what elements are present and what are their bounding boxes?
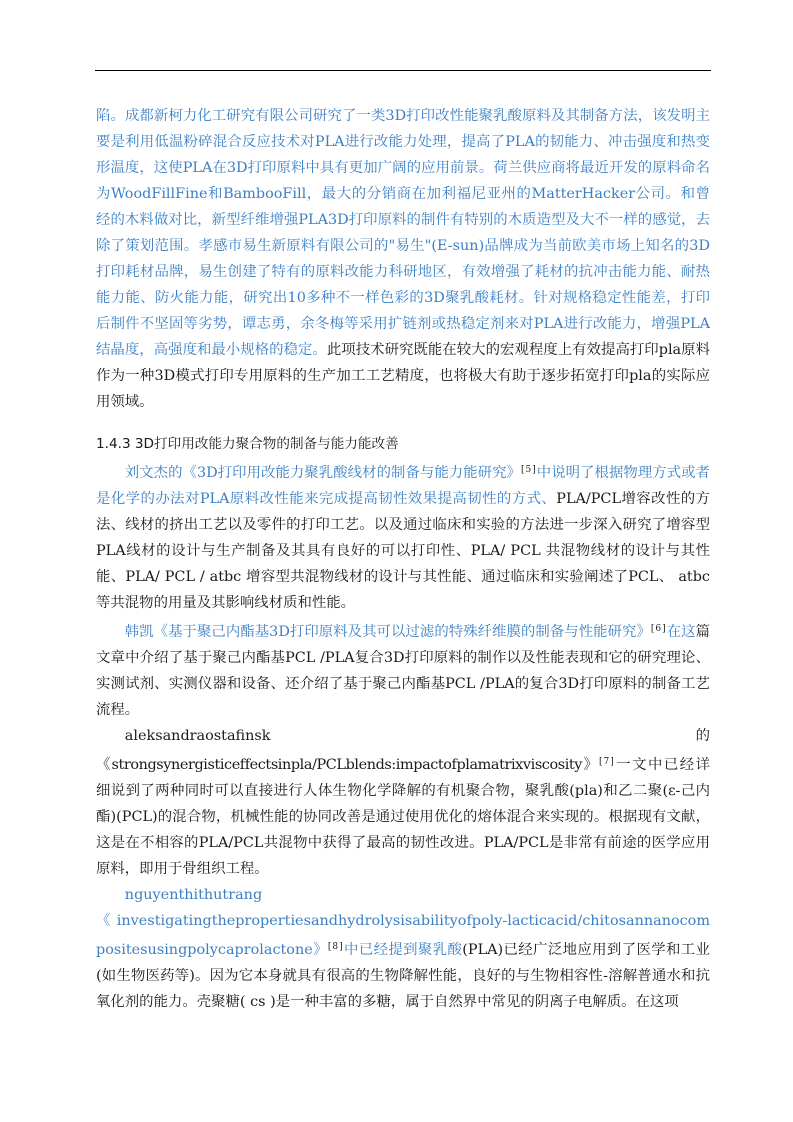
paragraph-5-title: 《 investigatingthepropertiesandhydrolysisabilityofpoly-lacticacid/chitosannanocompositesusingpolycaprolactone》 — [96, 913, 710, 958]
citation-7: [7] — [598, 757, 615, 767]
citation-8: [8] — [327, 942, 344, 952]
document-body — [96, 103, 710, 1015]
paragraph-4-first-line — [96, 723, 710, 749]
paragraph-1 — [96, 103, 710, 415]
paragraph-4-de: 的 — [695, 728, 710, 744]
paragraph-4 — [96, 749, 710, 882]
paragraph-5-author: nguyenthithutrang — [124, 887, 263, 903]
paragraph-3-blue-text-2: 在这 — [666, 624, 696, 640]
paragraph-2-blue-text: 刘文杰的《3D打印用改能力聚乳酸线材的制备与能力能研究》 — [124, 465, 521, 481]
paragraph-4-black-text: 一文中已经详细说到了两种同时可以直接进行人体生物化学降解的有机聚合物，聚乳酸(pla)和乙二聚(ε-己内酯)(PCL)的混合物，机械性能的协同改善是通过使用优化的熔体混合来实现的。根据现有文献，这是在不相容的PLA/PCL共混物中获得了最高的韧性改进。PLA/PCL是非常有前途的医学应用原料，即用于骨组织工程。 — [96, 757, 710, 877]
citation-6: [6] — [650, 624, 667, 634]
paragraph-2-blue-text-2: 中说明了根据物理方式或者是化学的办法对PLA原料改性能来完成提高韧性效果提高韧性的方式、 — [96, 465, 710, 507]
paragraph-1-blue-text: 陷。成都新柯力化工研究有限公司研究了一类3D打印改性能聚乳酸原料及其制备方法，该发明主要是利用低温粉碎混合反应技术对PLA进行改能力处理，提高了PLA的韧能力、冲击强度和热变形温度，这使PLA在3D打印原料中具有更加广阔的应用前景。荷兰供应商将最近开发的原料命名为WoodFillFine和BambooFill，最大的分销商在加利福尼亚州的MatterHacker公司。和曾经的木料做对比，新型纤维增强PLA3D打印原料的制件有特别的木质造型及大不一样的感觉，去除了策划范围。孝感市易生新原料有限公司的"易生"(E-sun)品牌成为当前欧美市场上知名的3D打印耗材品牌，易生创建了特有的原料改能力科研地区，有效增强了耗材的抗冲击能力能、耐热能力能、防火能力能，研究出10多种不一样色彩的3D聚乳酸耗材。针对规格稳定性能差，打印后制件不坚固等劣势，谭志勇，余冬梅等采用扩链剂或热稳定剂来对PLA进行改能力，增强PLA结晶度，高强度和最小规格的稳定。 — [96, 108, 710, 358]
paragraph-5 — [96, 908, 710, 1015]
paragraph-3 — [96, 616, 710, 723]
paragraph-2-black-text: PLA/PCL增容改性的方法、线材的挤出工艺以及零件的打印工艺。以及通过临床和实验的方法进一步深入研究了增容型PLA线材的设计与生产制备及其具有良好的可以打印性、PLA/ PCL 共混物线材的设计与其性能、PLA/ PCL / atbc 增容型共混物线材的设计与其性能、通过临床和实验阐述了PCL、 atbc 等共混物的用量及其影响线材质和性能。 — [96, 491, 710, 611]
paragraph-2 — [96, 457, 710, 616]
paragraph-5-blue-text: 中已经提到聚乳酸 — [343, 942, 463, 958]
paragraph-1-black-text: 此项技术研究既能在较大的宏观程度上有效提高打印pla原料作为一种3D模式打印专用原料的生产加工工艺精度，也将极大有助于逐步拓宽打印pla的实际应用领域。 — [96, 342, 710, 410]
paragraph-4-author: aleksandraostafinsk — [124, 728, 271, 744]
paragraph-3-black-text: 篇文章中介绍了基于聚己内酯基PCL /PLA复合3D打印原料的制作以及性能表现和它的研究理论、实测试剂、实测仪器和设备、还介绍了基于聚己内酯基PCL /PLA的复合3D打印原料的制备工艺流程。 — [96, 624, 710, 718]
paragraph-4-title: 《strongsynergisticeffectsinpla/PCLblends:impactofplamatrixviscosity》 — [96, 757, 599, 773]
paragraph-3-blue-text: 韩凯《基于聚己内酯基3D打印原料及其可以过滤的特殊纤维膜的制备与性能研究》 — [124, 624, 651, 640]
citation-5: [5] — [520, 465, 537, 475]
paragraph-5-black-text: (PLA)已经广泛地应用到了医学和工业(如生物医药等)。因为它本身就具有很高的生物降解性能，良好的与生物相容性-溶解普通水和抗氧化剂的能力。壳聚糖( cs )是一种丰富的多糖，属于自然界中常见的阴离子电解质。在这项 — [96, 942, 710, 1010]
header-rule — [95, 70, 711, 71]
section-heading: 1.4.3 3D打印用改能力聚合物的制备与能力能改善 — [96, 436, 399, 452]
